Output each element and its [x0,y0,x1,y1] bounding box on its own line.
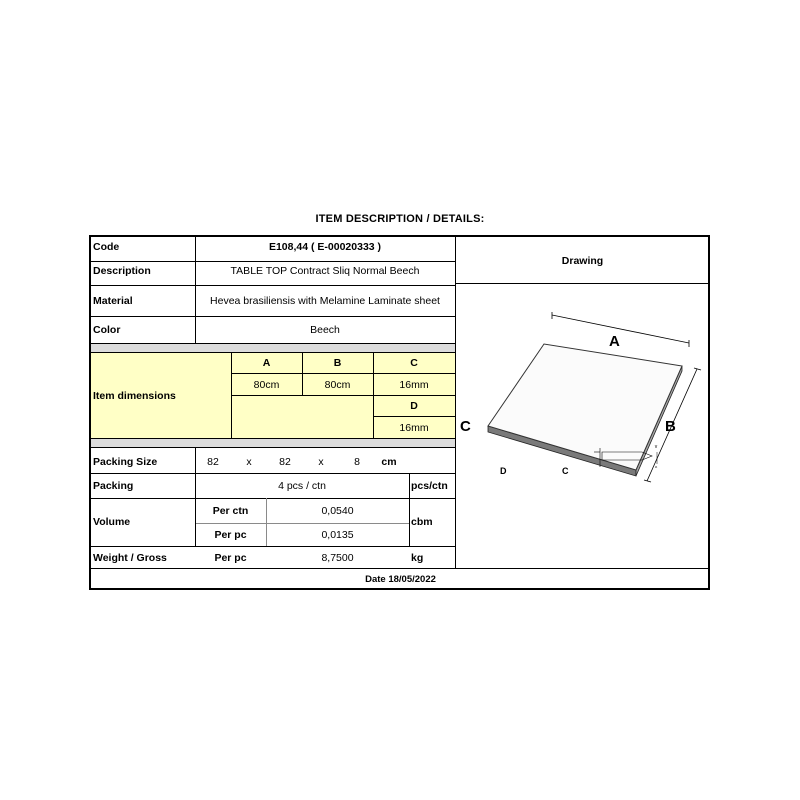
svg-text:v: v [654,444,658,450]
dimension-a-header: A [262,357,271,369]
drawing-label-d-small: D [500,466,507,476]
volume-per-ctn-label: Per ctn [212,505,249,517]
color-label: Color [93,324,121,336]
volume-per-pc-value: 0,0135 [321,529,354,541]
description-value: TABLE TOP Contract Sliq Normal Beech [230,265,420,277]
drawing-header: Drawing [561,255,604,267]
drawing-label-c: C [460,418,471,435]
drawing-label-b: B [665,418,676,435]
weight-unit: kg [411,552,424,564]
packing-label: Packing [93,480,134,492]
packing-size-length: 82 [207,456,219,468]
volume-label: Volume [93,516,131,528]
color-value: Beech [310,324,340,336]
packing-size-width: 82 [279,456,291,468]
table-top-face [488,344,682,470]
weight-per-pc-value: 8,7500 [321,552,354,564]
svg-text:^: ^ [654,466,658,472]
volume-per-pc-label: Per pc [214,529,247,541]
volume-per-ctn-value: 0,0540 [321,505,354,517]
description-label: Description [93,265,151,277]
packing-size-label: Packing Size [93,456,158,468]
packing-size-separator: x [246,456,252,468]
dimension-b-header: B [333,357,342,369]
drawing-label-a: A [609,333,620,350]
material-value: Hevea brasiliensis with Melamine Laminate sheet [210,295,440,307]
code-value: E108,44 ( E-00020333 ) [268,241,382,253]
drawing-label-c-small: C [562,466,569,476]
weight-per-pc-label: Per pc [214,552,247,564]
packing-size-height: 8 [354,456,360,468]
volume-unit: cbm [411,516,433,528]
packing-value: 4 pcs / ctn [278,480,326,492]
dimension-b-value: 80cm [324,379,351,391]
spacer-row [91,438,455,447]
dimension-d-value: 16mm [399,422,429,434]
dimension-c-header: C [410,357,418,369]
packing-size-separator: x [318,456,324,468]
material-label: Material [93,295,133,307]
dimension-d-header: D [410,400,418,412]
dimension-c-value: 16mm [399,379,429,391]
dimension-a-value: 80cm [253,379,280,391]
code-label: Code [93,241,120,253]
item-dimensions-label: Item dimensions [93,390,176,402]
item-details-table [89,235,710,590]
packing-size-unit: cm [381,456,397,468]
page-title: ITEM DESCRIPTION / DETAILS: [315,213,485,225]
weight-gross-label: Weight / Gross [93,552,167,564]
footer-date: Date 18/05/2022 [365,574,436,585]
packing-unit: pcs/ctn [411,480,448,492]
spacer-row [91,343,455,352]
